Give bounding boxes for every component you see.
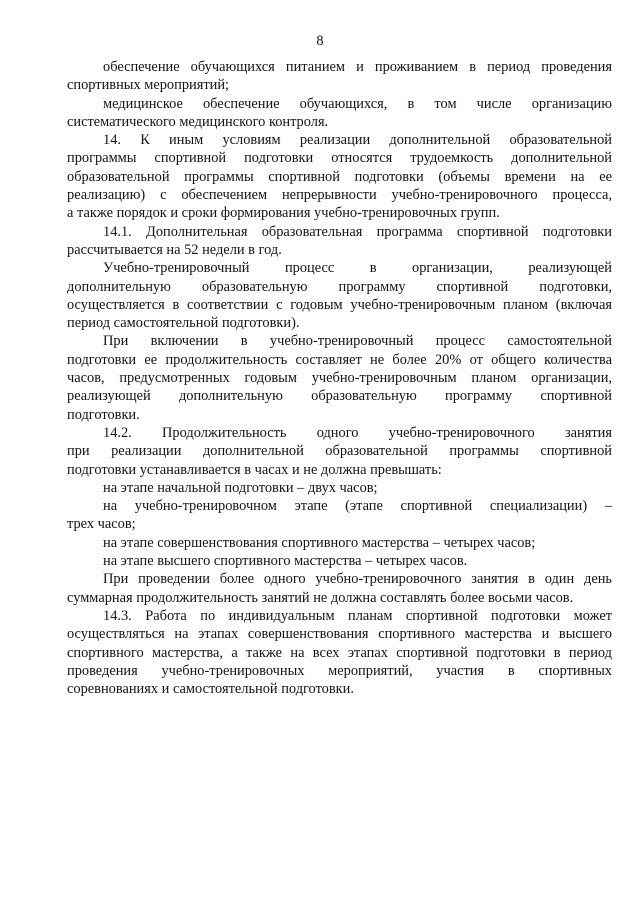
text-line: программы спортивной подготовки относятся трудоемкость дополнительной [67, 150, 612, 167]
text-line: на этапе высшего спортивного мастерства – четырех часов. [103, 553, 468, 570]
text-line: подготовки устанавливается в часах и не должна превышать: [67, 461, 442, 478]
text-line: осуществляется в соответствии с годовым учебно-тренировочным планом (включая [67, 296, 612, 313]
text-line: При включении в учебно-тренировочный процесс самостоятельной [103, 333, 612, 350]
text-line: подготовки ее продолжительность составляет не более 20% от общего количества [67, 351, 612, 368]
text-line: подготовки. [67, 406, 140, 423]
text-line: 14. К иным условиям реализации дополнительной образовательной [103, 132, 612, 149]
text-line: Учебно-тренировочный процесс в организации, реализующей [103, 260, 612, 277]
text-line: период самостоятельной подготовки). [67, 315, 300, 332]
text-line: дополнительную образовательную программу спортивной подготовки, [67, 278, 612, 295]
text-line: на учебно-тренировочном этапе (этапе спортивной специализации) – [103, 498, 612, 515]
document-body [67, 58, 612, 698]
text-line: медицинское обеспечение обучающихся, в том числе организацию [103, 95, 612, 112]
text-line: обеспечение обучающихся питанием и проживанием в период проведения [103, 59, 612, 75]
text-line: а также порядок и сроки формирования учебно-тренировочных групп. [67, 205, 500, 222]
text-line: при реализации дополнительной образовательной программы спортивной [67, 443, 612, 460]
text-line: рассчитывается на 52 недели в год. [67, 241, 282, 258]
text-line: на этапе начальной подготовки – двух часов; [103, 479, 378, 496]
text-line: 14.1. Дополнительная образовательная программа спортивной подготовки [103, 223, 612, 240]
text-line: 14.2. Продолжительность одного учебно-тренировочного занятия [103, 424, 612, 441]
text-line: соревнованиях и самостоятельной подготовки. [67, 681, 354, 698]
text-line: образовательной программы спортивной подготовки (объемы времени на ее [67, 168, 612, 185]
text-line: проведения учебно-тренировочных мероприятий, участия в спортивных [67, 662, 612, 679]
text-line: реализующей дополнительную образовательную программу спортивной [67, 388, 612, 405]
text-line: суммарная продолжительность занятий не должна составлять более восьми часов. [67, 589, 574, 606]
text-line: систематического медицинского контроля. [67, 113, 329, 130]
text-line: на этапе совершенствования спортивного мастерства – четырех часов; [103, 534, 536, 551]
text-line: осуществляться на этапах совершенствования спортивного мастерства и высшего [67, 626, 612, 643]
page-number: 8 [316, 33, 324, 49]
text-line: часов, предусмотренных годовым учебно-тренировочным планом организации, [67, 370, 612, 387]
text-line: спортивного мастерства, а также на всех этапах спортивной подготовки в период [67, 644, 612, 661]
text-line: реализацию) с обеспечением непрерывности учебно-тренировочного процесса, [67, 187, 612, 204]
text-line: трех часов; [67, 516, 136, 533]
text-line: спортивных мероприятий; [67, 77, 230, 94]
text-line: 14.3. Работа по индивидуальным планам спортивной подготовки может [103, 607, 612, 624]
text-line: При проведении более одного учебно-тренировочного занятия в один день [103, 571, 612, 588]
